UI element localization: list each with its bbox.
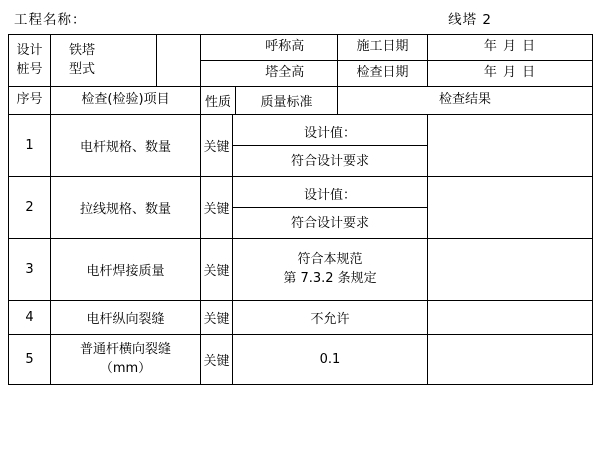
page-header: [0, 0, 600, 34]
row3-standard: [233, 238, 428, 300]
inspection-date-label: [338, 60, 428, 86]
tower-type-line2: 型式: [69, 62, 96, 78]
row3-item: 电杆焊接质量: [51, 238, 201, 300]
table-row: [9, 238, 593, 300]
row3-no: 3: [9, 238, 51, 300]
row1-nature: 关键: [201, 114, 233, 176]
row2-standard: [233, 176, 428, 238]
row2-result[interactable]: [428, 176, 593, 238]
row1-standard: [233, 114, 428, 176]
col-header-nature-text: 性质: [201, 87, 236, 114]
row5-item: [51, 334, 201, 384]
row3-standard-line1: 符合本规范: [297, 251, 363, 267]
row1-standard-bottom: 符合设计要求: [290, 153, 369, 169]
construction-date-text: 施工日期: [356, 39, 409, 54]
project-name-label: 工程名称：: [14, 12, 87, 28]
design-pile-line1: 设计: [16, 42, 43, 58]
inspection-date-placeholder: 年 月 日: [483, 64, 537, 80]
design-pile-header: [9, 35, 51, 87]
total-height-label: [233, 60, 338, 86]
col-header-item-text: 检查(检验)项目: [81, 91, 170, 107]
col-header-no-text: 序号: [16, 91, 43, 107]
row5-item-line1: 普通杆横向裂缝: [79, 341, 171, 357]
tower-type-header: [51, 35, 157, 87]
construction-date-value[interactable]: [428, 35, 593, 61]
construction-date-placeholder: 年 月 日: [483, 39, 537, 54]
row3-standard-line2: 第 7.3.2 条规定: [283, 271, 377, 287]
row2-standard-split: [233, 180, 427, 235]
nature-standard-split-header: [201, 87, 337, 114]
construction-date-label: [338, 35, 428, 61]
table-row: [9, 114, 593, 176]
row3-result[interactable]: [428, 238, 593, 300]
row4-no: 4: [9, 300, 51, 334]
row5-standard: 0.1: [233, 334, 428, 384]
row3-nature: 关键: [201, 238, 233, 300]
row2-standard-top: 设计值：: [233, 180, 427, 208]
row4-nature: 关键: [201, 300, 233, 334]
design-pile-line2: 桩号: [16, 62, 43, 78]
row4-standard: 不允许: [233, 300, 428, 334]
row2-nature: 关键: [201, 176, 233, 238]
row1-standard-top: 设计值：: [233, 118, 427, 146]
inspection-form-table: [8, 34, 593, 385]
row1-result[interactable]: [428, 114, 593, 176]
row5-item-line2: （mm）: [99, 361, 152, 377]
col-header-no: [9, 86, 51, 114]
nominal-height-label: [201, 35, 233, 61]
tower-type-value-cell[interactable]: [157, 35, 201, 87]
table-row: [9, 334, 593, 384]
nominal-height-label-text: [233, 35, 338, 61]
row5-result[interactable]: [428, 334, 593, 384]
column-header-row: [9, 86, 593, 114]
row2-standard-bottom: 符合设计要求: [290, 215, 369, 231]
total-height-text: 塔全高: [265, 64, 305, 80]
info-row-1: [9, 35, 593, 61]
table-row: [9, 176, 593, 238]
col-header-result-text: 检查结果: [438, 91, 491, 107]
total-height-blank[interactable]: [201, 60, 233, 86]
col-header-standard-text: 质量标准: [260, 94, 313, 110]
row4-result[interactable]: [428, 300, 593, 334]
row2-item: 拉线规格、数量: [51, 176, 201, 238]
inspection-date-value[interactable]: [428, 60, 593, 86]
table-row: [9, 300, 593, 334]
nominal-height-text: 呼称高: [265, 39, 305, 54]
row1-item: 电杆规格、数量: [51, 114, 201, 176]
col-header-nature: [201, 86, 338, 114]
row5-nature: 关键: [201, 334, 233, 384]
tower-type-line1: 铁塔: [69, 42, 96, 58]
row1-standard-split: [233, 118, 427, 173]
row2-no: 2: [9, 176, 51, 238]
row5-no: 5: [9, 334, 51, 384]
col-header-item: [51, 86, 201, 114]
row1-no: 1: [9, 114, 51, 176]
inspection-date-text: 检查日期: [356, 64, 409, 80]
row4-item: 电杆纵向裂缝: [51, 300, 201, 334]
col-header-result: [338, 86, 593, 114]
tower-number-label: 线塔 2: [448, 12, 492, 28]
